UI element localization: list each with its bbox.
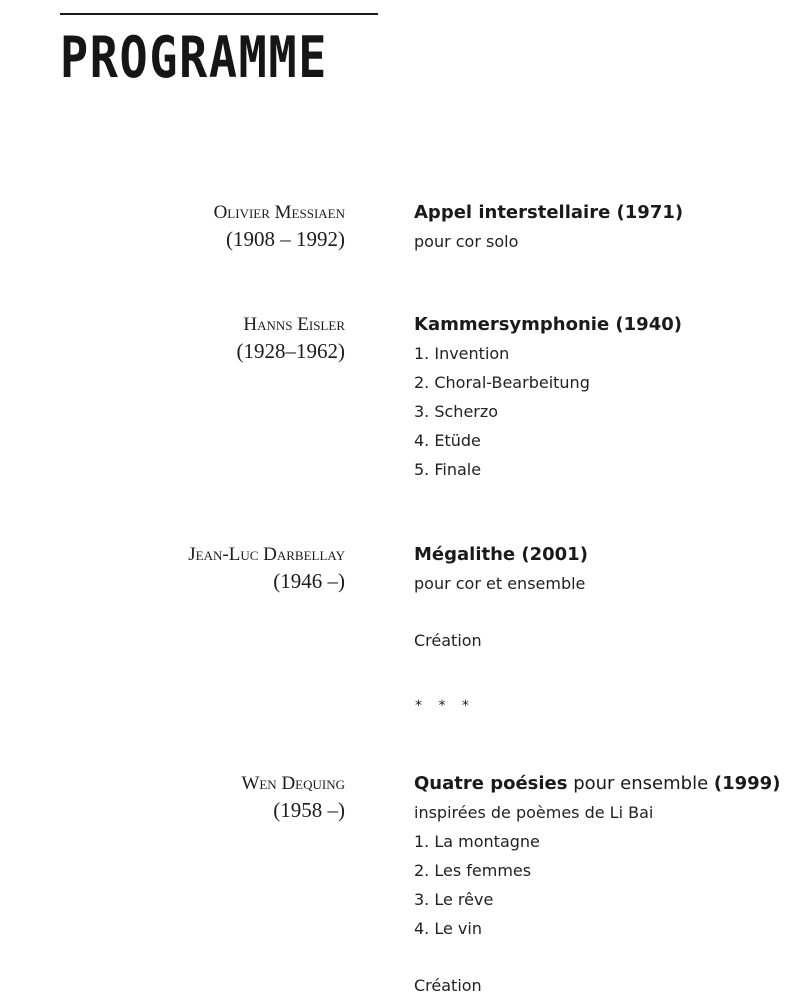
composer-dates: (1958 –)	[273, 798, 345, 822]
composer-dates: (1908 – 1992)	[226, 227, 345, 251]
movement-item: 4. Etüde	[414, 431, 481, 450]
work-line: pour cor et ensemble	[414, 574, 586, 593]
work-title	[414, 769, 790, 798]
work-details	[414, 769, 790, 1000]
work-title-name: Quatre poésies	[414, 773, 568, 794]
premiere-note: Création	[414, 976, 482, 995]
movement-item: 1. La montagne	[414, 832, 540, 851]
work-details	[414, 540, 790, 655]
top-rule	[60, 13, 378, 15]
work-title: Kammersymphonie (1940)	[414, 314, 682, 335]
composer-name: Jean-Luc Darbellay	[188, 544, 345, 565]
composer-name: Wen Dequing	[241, 773, 345, 794]
movement-item: 2. Les femmes	[414, 861, 532, 880]
work-line: inspirées de poèmes de Li Bai	[414, 803, 654, 822]
premiere-note: Création	[414, 631, 482, 650]
movement-item: 5. Finale	[414, 460, 482, 479]
composer-name: Hanns Eisler	[243, 314, 345, 335]
movement-item: 1. Invention	[414, 344, 510, 363]
page-title: PROGRAMME	[60, 25, 329, 91]
composer-dates: (1946 –)	[273, 569, 345, 593]
section-separator: * * *	[415, 698, 475, 714]
work-line: pour cor solo	[414, 232, 519, 251]
work-title-scoring: pour ensemble	[567, 773, 714, 794]
composer-dates: (1928–1962)	[236, 339, 345, 363]
movement-item: 3. Le rêve	[414, 890, 494, 909]
work-title: Appel interstellaire (1971)	[414, 202, 684, 223]
movement-item: 2. Choral-Bearbeitung	[414, 373, 590, 392]
work-details	[414, 310, 790, 484]
movement-item: 4. Le vin	[414, 919, 482, 938]
work-title: Mégalithe (2001)	[414, 544, 588, 565]
composer-name: Olivier Messiaen	[213, 202, 345, 223]
work-details	[414, 198, 790, 256]
work-title-year: (1999)	[713, 773, 781, 794]
movement-item: 3. Scherzo	[414, 402, 499, 421]
